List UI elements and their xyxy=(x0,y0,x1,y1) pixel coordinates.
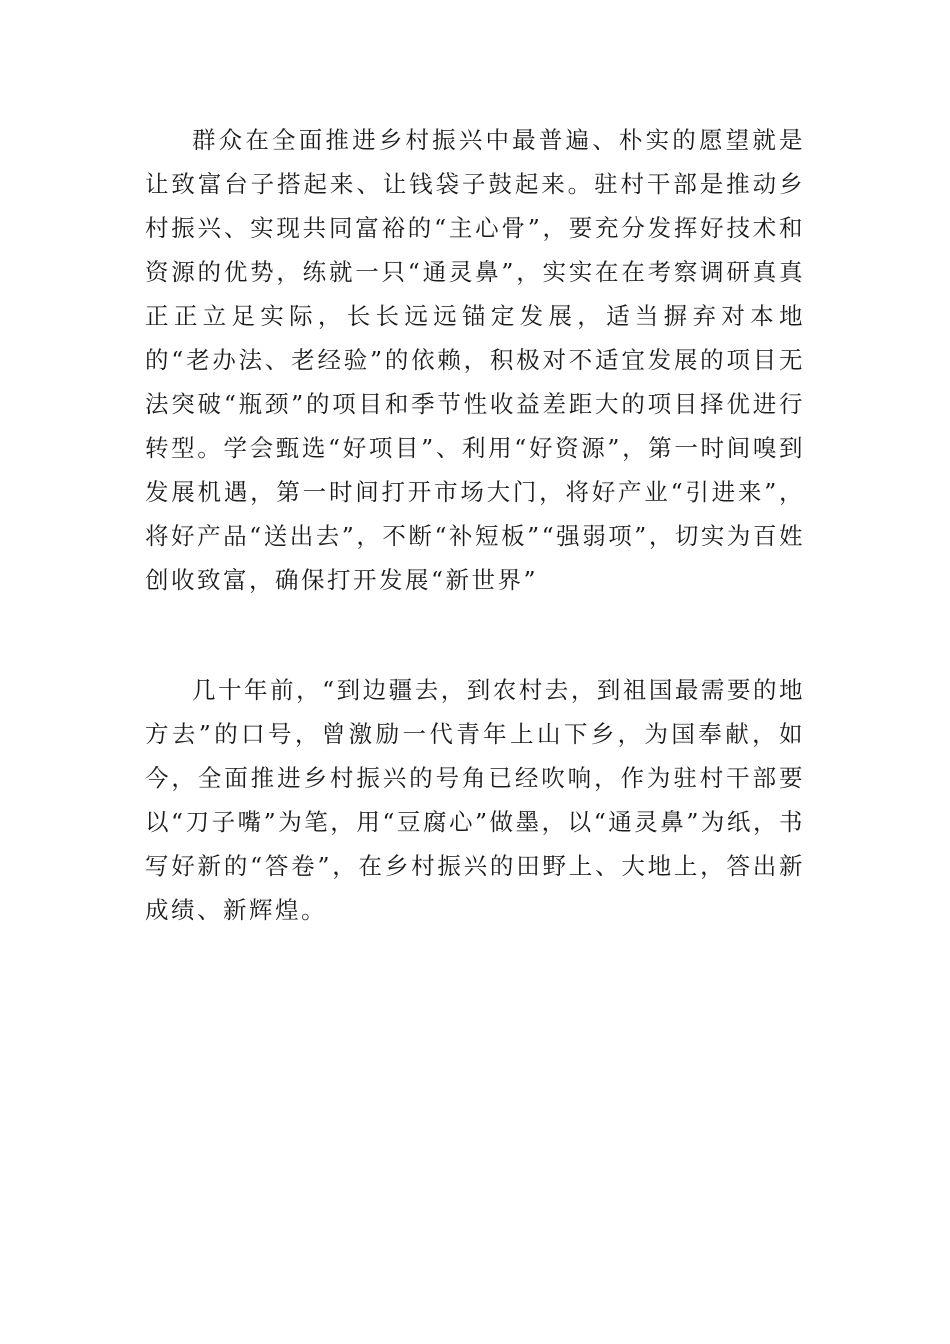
paragraph-village-prosperity: 群众在全面推进乡村振兴中最普遍、朴实的愿望就是让致富台子搭起来、让钱袋子鼓起来。驻村干部是推动乡村振兴、实现共同富裕的“主心骨”，要充分发挥好技术和资源的优势，练就一只“通灵鼻”，实实在在考察调研真真正正立足实际，长长远远锚定发展，适当摒弃对本地的“老办法、老经验”的依赖，积极对不适宜发展的项目无法突破“瓶颈”的项目和季节性收益差距大的项目择优进行转型。学会甄选“好项目”、利用“好资源”，第一时间嗅到发展机遇，第一时间打开市场大门，将好产业“引进来”，将好产品“送出去”，不断“补短板”“强弱项”，切实为百姓创收致富，确保打开发展“新世界” xyxy=(145,126,805,594)
paragraph-rural-revitalization-call: 几十年前，“到边疆去，到农村去，到祖国最需要的地方去”的口号，曾激励一代青年上山下乡，为国奉献，如今，全面推进乡村振兴的号角已经吹响，作为驻村干部要以“刀子嘴”为笔，用“豆腐心”做墨，以“通灵鼻”为纸，书写好新的“答卷”，在乡村振兴的田野上、大地上，答出新成绩、新辉煌。 xyxy=(145,676,805,924)
